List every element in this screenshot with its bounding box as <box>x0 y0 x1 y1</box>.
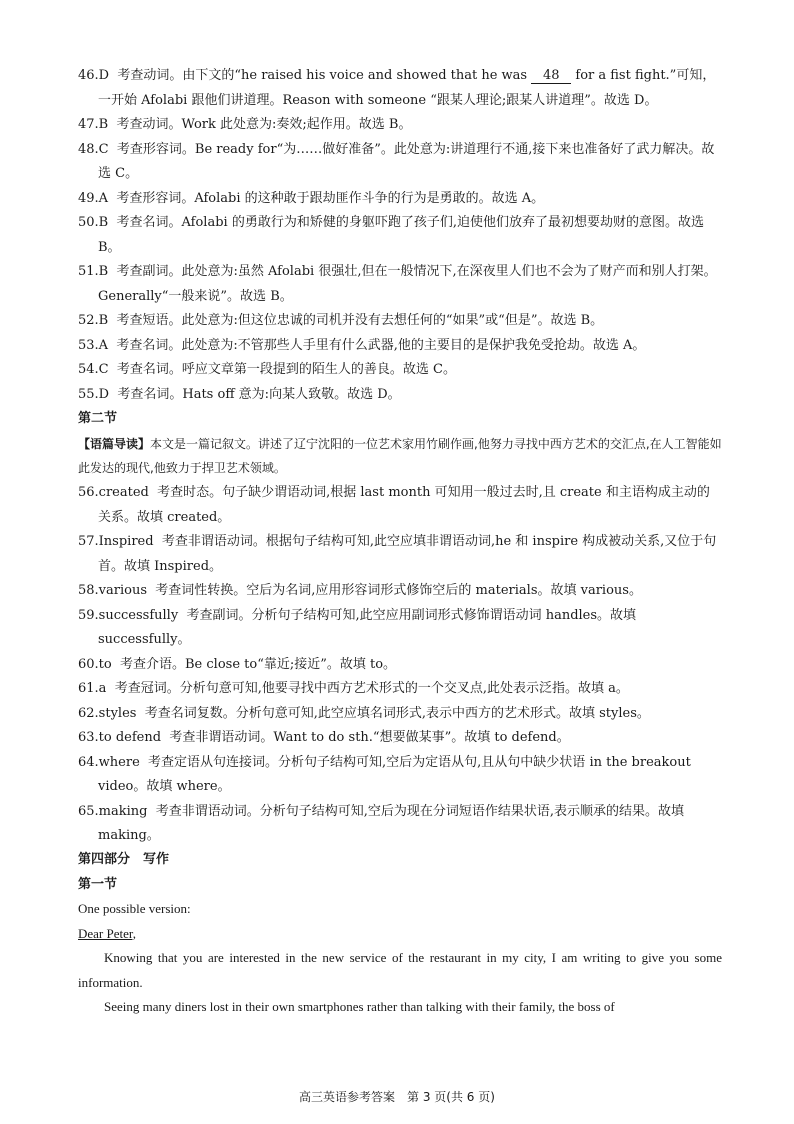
answer-text: 考查冠词。分析句意可知,他要寻找中西方艺术形式的一个交叉点,此处表示泛指。故填 a。 <box>114 681 629 696</box>
reading-guide-tag: 【语篇导读】 <box>78 436 151 451</box>
answer-number: 65.making <box>78 803 148 819</box>
answer-item <box>78 211 722 260</box>
answer-text: for a fist fight.”可知，一开始 Afolabi 跟他们讲道理。Reason with someone “跟某人理论;跟某人讲道理”。故选 D。 <box>98 68 716 108</box>
part4-heading: 第四部分 写作 <box>78 852 170 867</box>
section2 <box>78 407 722 481</box>
answer-text: 考查动词。由下文的“he raised his voice and showed that he was <box>117 68 532 83</box>
answer-text: 考查动词。Work 此处意为:奏效;起作用。故选 B。 <box>116 117 412 132</box>
answer-item <box>78 138 722 187</box>
answer-text: 考查时态。句子缺少谓语动词,根据 last month 可知用一般过去时,且 create 和主语构成主动的关系。故填 created。 <box>98 485 710 525</box>
answers-part2 <box>78 481 722 849</box>
answers-part1 <box>78 64 722 407</box>
answer-number: 58.various <box>78 583 148 598</box>
answer-number: 62.styles <box>78 705 137 721</box>
answer-text: 考查副词。此处意为:虽然 Afolabi 很强壮,但在一般情况下,在深夜里人们也不会为了财产而和别人打架。Generally“一般来说”。故选 B。 <box>98 264 717 304</box>
answer-number: 57.Inspired <box>78 534 154 549</box>
reading-guide-text: 本文是一篇记叙文。讲述了辽宁沈阳的一位艺术家用竹刷作画,他努力寻找中西方艺术的交汇点,在人工智能如此发达的现代,他致力于捍卫艺术领域。 <box>78 436 722 475</box>
answer-number: 59.successfully <box>78 607 179 623</box>
answer-item <box>78 260 722 309</box>
answer-text: 考查形容词。Be ready for“为……做好准备”。此处意为:讲道理行不通,接下来也准备好了武力解决。故选 C。 <box>98 141 715 181</box>
writing-part <box>78 848 722 1020</box>
answer-item <box>78 383 722 408</box>
answer-number: 60.to <box>78 656 112 672</box>
answer-number: 64.where <box>78 754 140 770</box>
answer-text: 考查非谓语动词。Want to do sth.“想要做某事”。故填 to defend。 <box>169 730 570 745</box>
answer-text: 考查非谓语动词。根据句子结构可知,此空应填非谓语动词,he 和 inspire 构成被动关系,又位于句首。故填 Inspired。 <box>98 534 717 574</box>
answer-number: 55.D <box>78 386 110 402</box>
answer-item <box>78 579 722 604</box>
answer-number: 54.C <box>78 362 109 377</box>
answer-text: 考查短语。此处意为:但这位忠诚的司机并没有去想任何的“如果”或“但是”。故选 B。 <box>116 313 604 328</box>
letter-paragraph: Seeing many diners lost in their own smartphones rather than talking with their family, the boss of <box>104 999 615 1014</box>
letter-body <box>78 946 722 1020</box>
letter-paragraph: Knowing that you are interested in the new service of the restaurant in my city, I am writing to give you some information. <box>78 950 722 990</box>
answer-item <box>78 702 722 727</box>
section2-heading: 第二节 <box>78 411 118 426</box>
reading-guide <box>78 432 722 481</box>
answer-text: 考查名词复数。分析句意可知,此空应填名词形式,表示中西方的艺术形式。故填 styles。 <box>144 705 650 721</box>
answer-item <box>78 726 722 751</box>
answer-item <box>78 677 722 702</box>
part4-subheading: 第一节 <box>78 876 118 892</box>
answer-item <box>78 187 722 212</box>
answer-number: 63.to defend <box>78 730 162 745</box>
answer-number: 50.B <box>78 215 109 230</box>
answer-text: 考查副词。分析句子结构可知,此空应用副词形式修饰谓语动词 handles。故填 successfully。 <box>98 607 637 647</box>
answer-item <box>78 309 722 334</box>
version-label: One possible version: <box>78 901 191 916</box>
answer-text: 考查形容词。Afolabi 的这种敢于跟劫匪作斗争的行为是勇敢的。故选 A。 <box>116 190 545 206</box>
answer-text: 考查名词。Hats off 意为:向某人致敬。故选 D。 <box>117 386 401 402</box>
answer-item <box>78 358 722 383</box>
answer-text: 考查介语。Be close to“靠近;接近”。故填 to。 <box>120 656 397 672</box>
answer-item <box>78 113 722 138</box>
answer-text: 考查非谓语动词。分析句子结构可知,空后为现在分词短语作结果状语,表示顺承的结果。故填 making。 <box>98 803 685 843</box>
answer-text: 考查定语从句连接词。分析句子结构可知,空后为定语从句,且从句中缺少状语 in the breakout video。故填 where。 <box>98 754 691 794</box>
answer-number: 48.C <box>78 141 109 157</box>
answer-number: 49.A <box>78 190 109 206</box>
answer-text: 考查名词。Afolabi 的勇敢行为和矫健的身躯吓跑了孩子们,迫使他们放弃了最初想要劫财的意图。故选 B。 <box>98 215 704 255</box>
answer-text: 考查词性转换。空后为名词,应用形容词形式修饰空后的 materials。故填 various。 <box>155 583 642 598</box>
answer-number: 46.D <box>78 68 110 83</box>
answer-number: 51.B <box>78 264 109 279</box>
answer-item <box>78 653 722 678</box>
answer-text: 考查名词。呼应文章第一段提到的陌生人的善良。故选 C。 <box>116 362 456 377</box>
letter-salutation: Dear Peter, <box>78 925 136 941</box>
answer-number: 56.created <box>78 485 149 500</box>
answer-number: 53.A <box>78 337 109 353</box>
answer-item <box>78 751 722 800</box>
page-footer: 高三英语参考答案 第 3 页(共 6 页) <box>299 1090 495 1104</box>
answer-number: 47.B <box>78 117 109 132</box>
blank-number: 48 <box>531 68 571 84</box>
answer-item <box>78 481 722 530</box>
answer-item <box>78 604 722 653</box>
answer-item <box>78 530 722 579</box>
answer-item <box>78 64 722 113</box>
answer-item <box>78 334 722 359</box>
answer-number: 52.B <box>78 313 109 328</box>
answer-text: 考查名词。此处意为:不管那些人手里有什么武器,他的主要目的是保护我免受抢劫。故选 A。 <box>116 337 646 353</box>
answer-number: 61.a <box>78 681 107 696</box>
answer-item <box>78 800 722 849</box>
